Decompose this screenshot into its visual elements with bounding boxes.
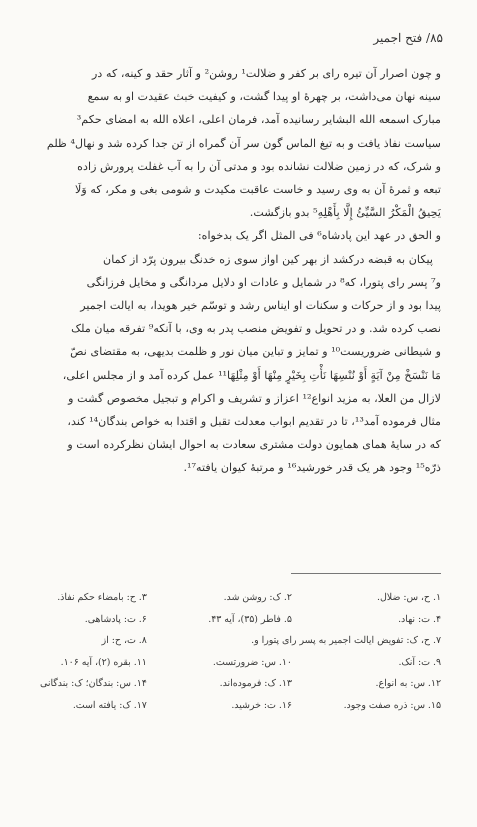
page-number-title: ۸۵/ فتح اجمیر <box>373 31 443 45</box>
text-line: و الحق در عهد این پادشاه⁶ فی المثل اگر یک بدخواه: <box>197 229 441 243</box>
footnote: ۱۶. ت: خرشید. <box>231 699 292 711</box>
footnote-row <box>38 652 441 674</box>
footnote-row <box>38 587 441 609</box>
text-line: و چون اصرار آن تیره رای بر کفر و ضلالت¹ روشن² و آثار حقد و کینه، که در <box>92 67 441 80</box>
text-line: لازال من العلا، به مزید انواع¹² اعزاز و تشریف و اکرام و تبجیل مخصوص گشت و <box>68 391 441 405</box>
footnote: ۷. ح، ک: تفویض ایالت اجمیر به پسر رای پتورا و. <box>251 635 441 647</box>
text-line: و⁷ پسر رای پتورا، که⁸ در شمایل و عادات او دلایل مردانگی و مخایل فرزانگی <box>86 275 441 289</box>
verse-hemistich-2: از سوی زه خدنگ بیرون پرّد از کمان <box>103 252 271 266</box>
footnotes <box>38 587 441 717</box>
footnote: ۱۰. س: ضرورتست. <box>212 656 292 668</box>
text-line: یَحِیقُ الْمَکْرُ السَّیِّئُ إِلَّا بِأَهْلِهِ⁵ بدو بازگشت. <box>249 206 441 220</box>
text-line: تبعه و ثمرهٔ آن به وی رسید و خاست عاقبت مکیدت و شومی بغی و مکر، که وَلَا <box>75 183 441 197</box>
text-line: مثال فرموده آمد¹³، تا در تقدیم ابواب معدلت تقبل و اقتدا به خواص بندگان¹⁴ کند، <box>67 415 441 429</box>
text-line: که در سایهٔ همای همایون دولت مشتری سعادت به احوال ایشان نظرکرده است و <box>67 438 441 452</box>
verse-hemistich-1: پیکان به قبضه درکشد از بهر کین او <box>270 252 433 266</box>
footnote: ۱. ح، س: ضلال. <box>377 592 441 603</box>
footnote-row <box>38 630 441 652</box>
text-line: نصب کرده شد. و در تحویل و تفویض منصب پدر به وی، با آنکه⁹ تفرقه میان ملک <box>71 322 441 336</box>
verse-line <box>40 248 441 271</box>
footnote: ۴. ت: نهاد. <box>398 613 441 625</box>
footnote: ۵. فاطر (۳۵)، آیه ۴۳. <box>208 613 292 625</box>
text-line: و شرک، که در زمین ضلالت نشانده بود و مدتی آن را به آب غفلت پرورش زاده <box>77 159 441 173</box>
main-text <box>40 62 441 480</box>
footnote: ۹. ت: آنک. <box>398 656 441 668</box>
running-header <box>38 30 443 46</box>
footnote: ۱۷. ک: یافته است. <box>72 699 147 711</box>
footnote-row <box>38 673 441 695</box>
footnote-row <box>38 609 441 631</box>
footnote: ۲. ک: روشن شد. <box>223 592 292 603</box>
text-line: پیدا بود و از حرکات و سکنات او ایناس رشد و توسّم خیر هویدا، به ایالت اجمیر <box>80 299 441 313</box>
footnote: ۱۲. س: به انواع. <box>375 678 441 690</box>
text-line: مبارک اسمعه الله البشایر رسانیده آمد، فرمان اعلی، اعلاه الله به امضای حکم³ <box>76 113 441 127</box>
footnote-separator <box>291 573 441 574</box>
footnote: ۱۴. س: بندگان؛ ک: بندگانی <box>40 678 147 690</box>
footnote: ۱۳. ک: فرموده‌اند. <box>219 678 292 690</box>
text-line: مَا نَنْسَخْ مِنْ آيَةٍ أَوْ نُنْسِهَا نَأْتِ بِخَيْرٍ مِنْهَا أَوْ مِثْلِهَا¹¹ عمل کرده آمد و از مجلس اعلی، <box>62 368 441 382</box>
text-line: و شیطانی ضروریست¹⁰ و تمایز و تباین میان نور و ظلمت بدیهی، به مقتضای نصّ <box>70 345 441 359</box>
footnote: ۸. ت، ح: از <box>101 635 147 647</box>
footnote: ۱۱. بقره (۲)، آیه ۱۰۶. <box>60 656 147 668</box>
footnote-row <box>38 695 441 717</box>
footnote: ۳. ح: بامضاء حکم نفاذ. <box>57 592 147 603</box>
text-line: ذرّه¹⁵ وجود هر یک قدر خورشید¹⁶ و مرتبهٔ کیوان یافته¹⁷. <box>183 461 441 475</box>
footnote: ۶. ت: پادشاهی. <box>84 613 147 625</box>
text-line: سینه نهان می‌داشت، بر چهرهٔ او پیدا گشت، و کیفیت خبث عقیدت او به سمع <box>87 90 441 104</box>
footnote: ۱۵. س: ذره صفت وجود. <box>343 699 441 711</box>
text-line: سیاست نفاذ یافت و به تیغ الماس گون سر آن گمراه از تن جدا کرده شد و نهال⁴ ظلم <box>46 136 441 150</box>
